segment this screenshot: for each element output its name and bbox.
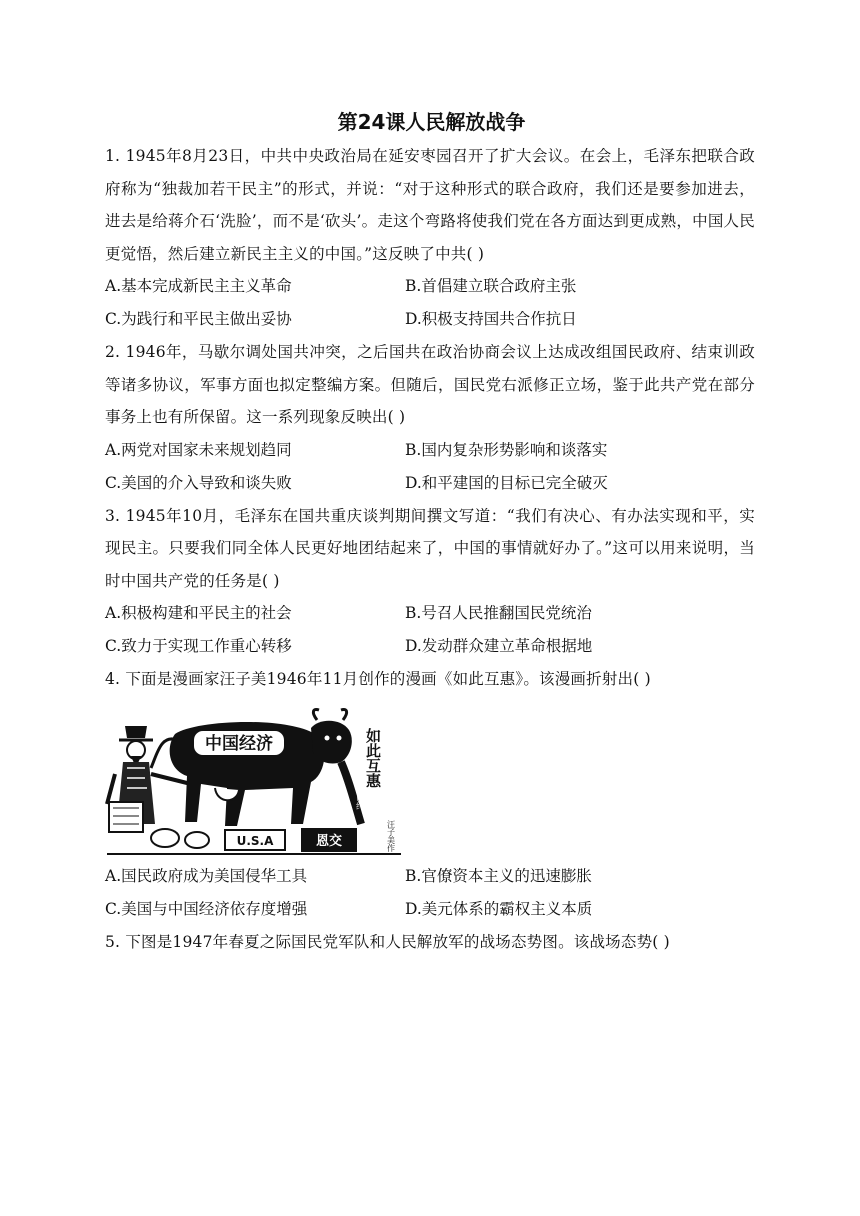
option-a[interactable]: A.两党对国家未来规划趋同 <box>105 440 292 459</box>
question-1-options <box>105 270 755 336</box>
option-c[interactable]: C.致力于实现工作重心转移 <box>105 637 292 655</box>
cow-label: 中国经济 <box>205 733 273 754</box>
question-3-stem: 3. 1945年10月，毛泽东在国共重庆谈判期间撰文写道：“我们有决心、有办法实现和平，实现民主。只要我们同全体人民更好地团结起来了，中国的事情就好办了。”这可以用来说明，当时中国共产党的任务是( ) <box>105 506 755 590</box>
question-2-options <box>105 434 755 500</box>
question-5-stem: 5. 下图是1947年春夏之际国民党军队和人民解放军的战场态势图。该战场态势( ) <box>105 932 670 951</box>
artist-signature: 汪子美作 <box>386 819 396 852</box>
cartoon-title: 如此互惠 <box>364 727 382 788</box>
option-a[interactable]: A.基本完成新民主主义革命 <box>105 277 292 295</box>
question-4 <box>105 663 755 926</box>
cartoon-image <box>105 704 405 856</box>
cow-figure <box>151 709 352 826</box>
question-3-options <box>105 597 755 663</box>
option-d[interactable]: D.积极支持国共合作抗日 <box>405 310 577 328</box>
option-c[interactable]: C.美国的介入导致和谈失败 <box>105 473 292 492</box>
question-2-stem: 2. 1946年，马歇尔调处国共冲突，之后国共在政治协商会议上达成改组国民政府、结束训政等诸多协议，军事方面也拟定整编方案。但随后，国民党右派修正立场，鉴于此共产党在部分事务上也有所保留。这一系列现象反映出( ) <box>105 343 755 426</box>
question-5 <box>105 926 755 959</box>
question-3 <box>105 500 755 664</box>
question-1-stem: 1. 1945年8月23日，中共中央政治局在延安枣园召开了扩大会议。在会上，毛泽东把联合政府称为“独裁加若干民主”的形式，并说：“对于这种形式的联合政府，我们还是要参加进去，进去是给蒋介石‘洗脸’，而不是‘砍头’。走这个弯路将使我们党在各方面达到更成熟，中国人民更觉悟，然后建立新民主主义的中国。”这反映了中共( ) <box>105 147 755 263</box>
question-4-stem: 4. 下面是漫画家汪子美1946年11月创作的漫画《如此互惠》。该漫画折射出( ) <box>105 670 651 688</box>
question-1 <box>105 140 755 336</box>
option-c[interactable]: C.美国与中国经济依存度增强 <box>105 899 308 918</box>
option-d[interactable]: D.美元体系的霸权主义本质 <box>405 899 593 918</box>
question-2 <box>105 336 755 500</box>
box-right: 恩交 <box>315 833 343 849</box>
option-c[interactable]: C.为践行和平民主做出妥协 <box>105 310 292 328</box>
option-b[interactable]: B.国内复杂形势影响和谈落实 <box>405 440 608 459</box>
question-4-options <box>105 860 755 926</box>
ribbon-text: 商约 <box>354 791 364 810</box>
option-b[interactable]: B.官僚资本主义的迅速膨胀 <box>405 866 592 885</box>
option-d[interactable]: D.和平建国的目标已完全破灭 <box>405 473 608 492</box>
option-b[interactable]: B.号召人民推翻国民党统治 <box>405 604 592 622</box>
option-a[interactable]: A.国民政府成为美国侵华工具 <box>105 866 308 885</box>
option-b[interactable]: B.首倡建立联合政府主张 <box>405 277 577 295</box>
option-d[interactable]: D.发动群众建立革命根据地 <box>405 637 593 655</box>
box-usa: U.S.A <box>236 833 274 848</box>
option-a[interactable]: A.积极构建和平民主的社会 <box>105 604 292 622</box>
document-page <box>105 108 755 958</box>
page-title: 第24课人民解放战争 <box>337 110 526 134</box>
